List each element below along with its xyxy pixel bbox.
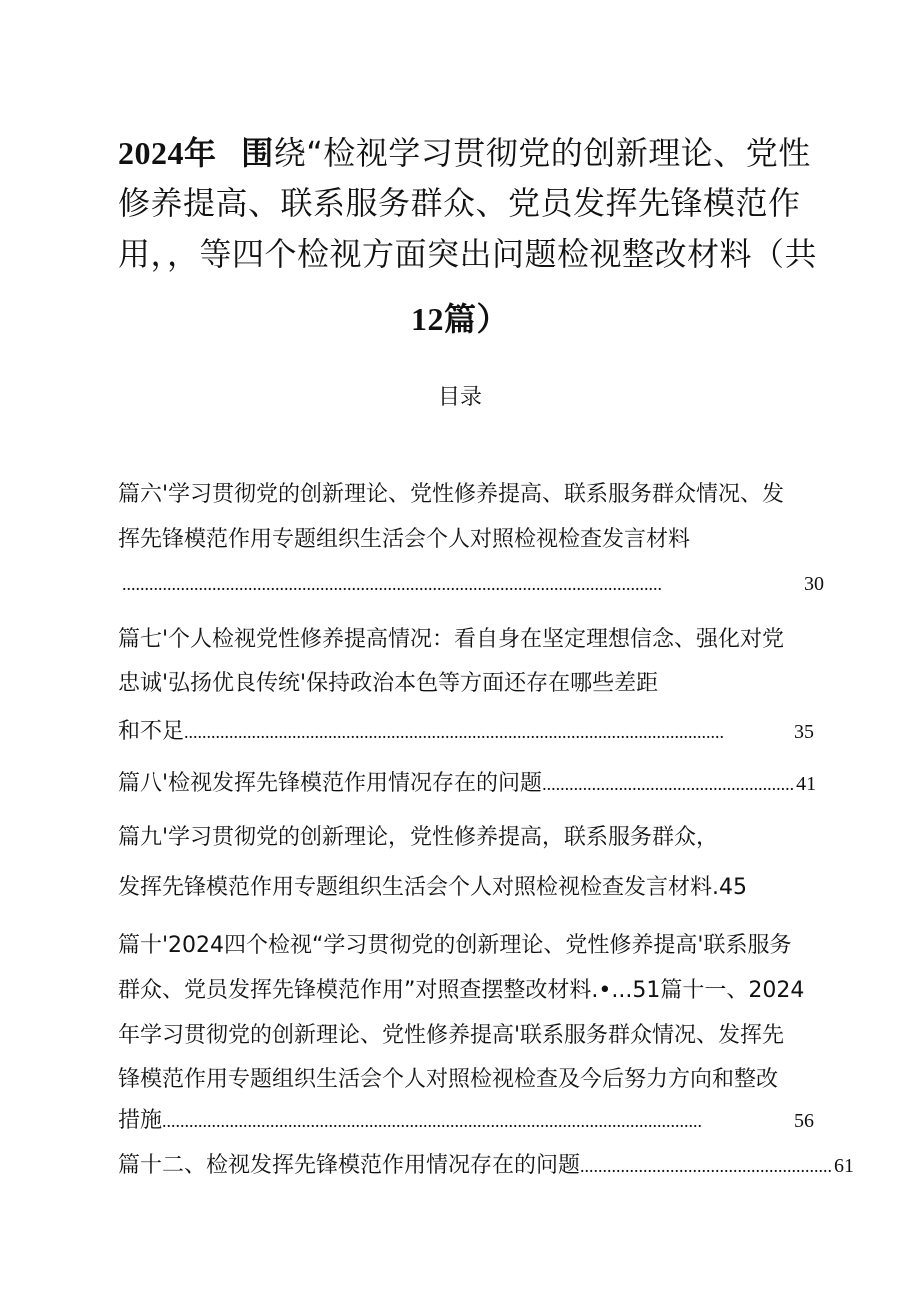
toc-entry-8-text: 篇八'检视发挥先锋模范作用情况存在的问题 bbox=[118, 771, 543, 796]
toc-entry-7-line-2[interactable]: 忠诚'弘扬优良传统'保持政治本色等方面还存在哪些差距 bbox=[118, 671, 659, 696]
toc-entry-7-text: 和不足 bbox=[118, 719, 185, 744]
title-line-3: 用，，等四个检视方面突出问题检视整改材料（共 bbox=[118, 235, 818, 273]
leader-dots: ........................................................................................................................ bbox=[162, 1111, 703, 1131]
leader-dots: ........................................................ bbox=[542, 774, 795, 794]
toc-entry-9-line-1[interactable]: 篇九'学习贯彻党的创新理论，党性修养提高，联系服务群众， bbox=[118, 825, 719, 850]
leader-dots: ........................................................ bbox=[580, 1156, 833, 1176]
toc-entry-11-line-3[interactable] bbox=[118, 1105, 814, 1137]
leader-dots: ........................................................................................................................ bbox=[184, 722, 725, 742]
toc-entry-11-line-2[interactable]: 锋模范作用专题组织生活会个人对照检视检查及今后努力方向和整改 bbox=[118, 1067, 779, 1092]
leader-dots: ........................................................................................................................ bbox=[122, 574, 662, 594]
toc-entry-11-text: 措施 bbox=[118, 1108, 163, 1133]
title-boxed-char: 围 bbox=[241, 134, 274, 172]
toc-entry-6-line-2[interactable]: 挥先锋模范作用专题组织生活会个人对照检视检查发言材料 bbox=[118, 527, 691, 552]
toc-entry-10-line-2[interactable]: 群众、党员发挥先锋模范作用”对照查摆整改材料.•...51篇十一、2024 bbox=[118, 978, 805, 1003]
page-number: 41 bbox=[796, 773, 817, 795]
toc-heading: 目录 bbox=[437, 385, 482, 410]
toc-entry-6-line-3[interactable] bbox=[122, 568, 824, 600]
toc-entry-9-line-2[interactable]: 发挥先锋模范作用专题组织生活会个人对照检视检查发言材料.45 bbox=[118, 875, 747, 900]
page-number: 35 bbox=[794, 721, 814, 743]
toc-entry-7-line-3[interactable] bbox=[118, 716, 814, 748]
page-number: 56 bbox=[794, 1110, 814, 1132]
title-line-4: 12篇） bbox=[410, 301, 509, 337]
title-line-2: 修养提高、联系服务群众、党员发挥先锋模范作 bbox=[118, 184, 801, 222]
toc-entry-10-line-1[interactable]: 篇十'2024四个检视“学习贯彻党的创新理论、党性修养提高'联系服务 bbox=[118, 933, 792, 958]
toc-entry-11-line-1[interactable]: 年学习贯彻党的创新理论、党性修养提高'联系服务群众情况、发挥先 bbox=[118, 1023, 785, 1048]
toc-entry-12-text: 篇十二、检视发挥先锋模范作用情况存在的问题 bbox=[118, 1153, 581, 1178]
title-year: 2024年 bbox=[118, 135, 217, 171]
toc-entry-6-line-1[interactable]: 篇六'学习贯彻党的创新理论、党性修养提高、联系服务群众情况、发 bbox=[118, 482, 785, 507]
title-line-1-rest: 绕“检视学习贯彻党的创新理论、党性 bbox=[273, 134, 811, 172]
title-line-1 bbox=[118, 133, 818, 173]
page-number: 30 bbox=[804, 573, 824, 595]
toc-entry-7-line-1[interactable]: 篇七'个人检视党性修养提高情况：看自身在坚定理想信念、强化对党 bbox=[118, 627, 785, 652]
toc-entry-12[interactable] bbox=[118, 1150, 855, 1182]
toc-entry-8[interactable] bbox=[118, 768, 817, 800]
page-number: 61 bbox=[834, 1155, 855, 1177]
